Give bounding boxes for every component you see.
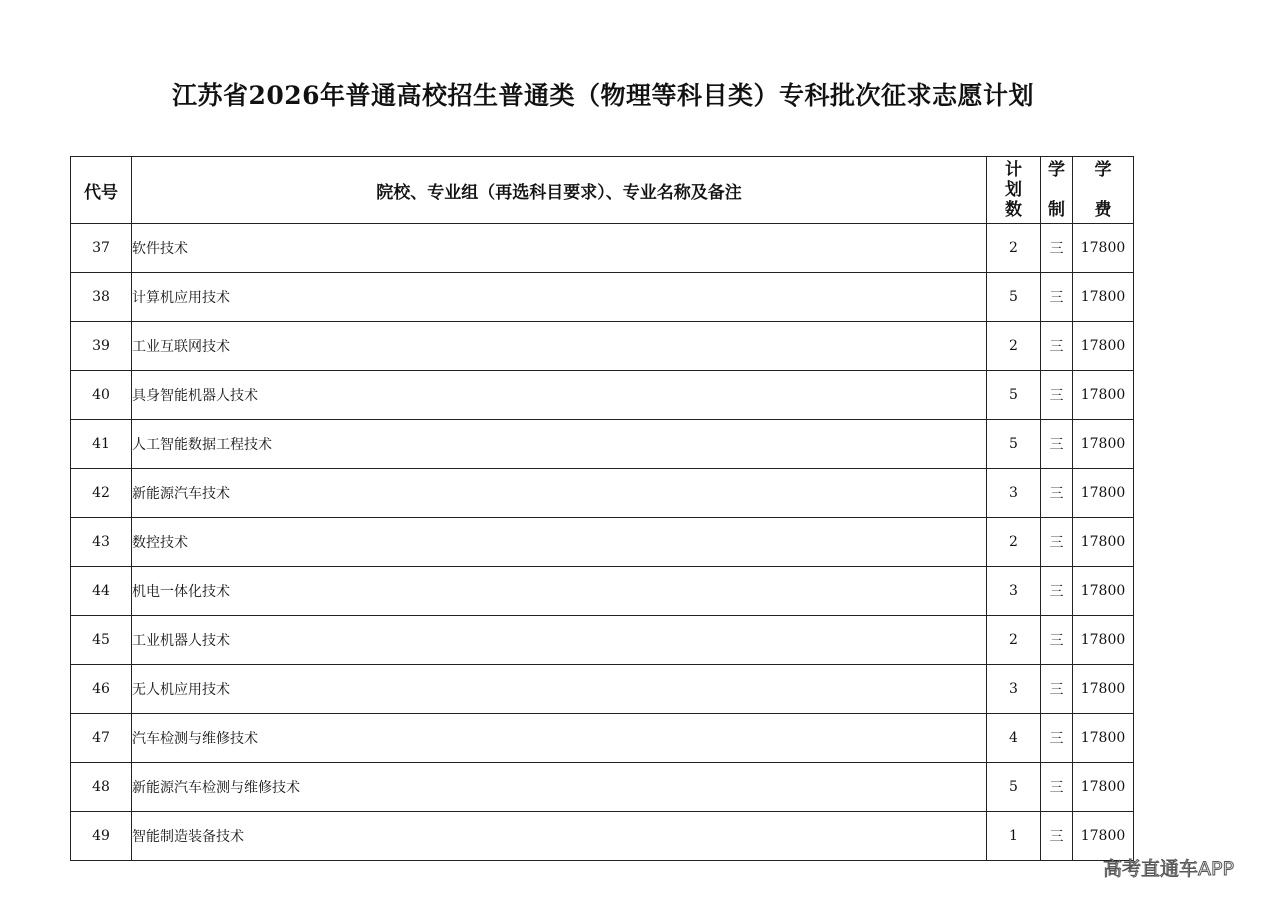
cell-tuition-fee: 17800 xyxy=(1073,714,1134,763)
cell-tuition-fee: 17800 xyxy=(1073,763,1134,812)
cell-code: 37 xyxy=(71,224,132,273)
cell-tuition-fee: 17800 xyxy=(1073,371,1134,420)
cell-code: 48 xyxy=(71,763,132,812)
cell-program-length: 三 xyxy=(1041,567,1073,616)
cell-code: 42 xyxy=(71,469,132,518)
cell-tuition-fee: 17800 xyxy=(1073,224,1134,273)
table-row xyxy=(71,714,1134,763)
cell-plan-count: 4 xyxy=(987,714,1041,763)
table-row xyxy=(71,616,1134,665)
cell-major-name: 新能源汽车技术 xyxy=(132,469,987,518)
cell-plan-count: 5 xyxy=(987,763,1041,812)
cell-tuition-fee: 17800 xyxy=(1073,665,1134,714)
header-fee-char-1: 学 xyxy=(1094,160,1112,180)
header-length-char-1: 学 xyxy=(1048,160,1065,180)
cell-program-length: 三 xyxy=(1041,665,1073,714)
header-plan xyxy=(987,157,1041,224)
cell-plan-count: 3 xyxy=(987,469,1041,518)
cell-major-name: 人工智能数据工程技术 xyxy=(132,420,987,469)
cell-program-length: 三 xyxy=(1041,518,1073,567)
cell-plan-count: 2 xyxy=(987,322,1041,371)
header-plan-char-3: 数 xyxy=(1005,200,1022,220)
cell-code: 47 xyxy=(71,714,132,763)
cell-program-length: 三 xyxy=(1041,616,1073,665)
enrollment-plan-table xyxy=(70,156,1134,861)
cell-code: 41 xyxy=(71,420,132,469)
cell-code: 46 xyxy=(71,665,132,714)
cell-code: 45 xyxy=(71,616,132,665)
cell-major-name: 计算机应用技术 xyxy=(132,273,987,322)
table-row xyxy=(71,567,1134,616)
cell-major-name: 智能制造装备技术 xyxy=(132,812,987,861)
cell-plan-count: 5 xyxy=(987,273,1041,322)
header-code: 代号 xyxy=(71,157,132,224)
cell-major-name: 工业机器人技术 xyxy=(132,616,987,665)
cell-major-name: 工业互联网技术 xyxy=(132,322,987,371)
cell-tuition-fee: 17800 xyxy=(1073,273,1134,322)
cell-plan-count: 1 xyxy=(987,812,1041,861)
cell-program-length: 三 xyxy=(1041,371,1073,420)
cell-tuition-fee: 17800 xyxy=(1073,518,1134,567)
cell-major-name: 数控技术 xyxy=(132,518,987,567)
cell-code: 40 xyxy=(71,371,132,420)
cell-code: 49 xyxy=(71,812,132,861)
cell-tuition-fee: 17800 xyxy=(1073,567,1134,616)
cell-tuition-fee: 17800 xyxy=(1073,420,1134,469)
table-row xyxy=(71,371,1134,420)
header-length-char-2: 制 xyxy=(1048,200,1065,220)
table-row xyxy=(71,518,1134,567)
table-row xyxy=(71,763,1134,812)
watermark-text: 高考直通车APP xyxy=(1103,858,1234,880)
cell-program-length: 三 xyxy=(1041,420,1073,469)
cell-tuition-fee: 17800 xyxy=(1073,322,1134,371)
cell-code: 39 xyxy=(71,322,132,371)
header-plan-char-1: 计 xyxy=(1005,160,1022,180)
header-plan-char-2: 划 xyxy=(1005,180,1022,200)
page-title: 江苏省2026年普通高校招生普通类（物理等科目类）专科批次征求志愿计划 xyxy=(171,81,1035,110)
cell-major-name: 无人机应用技术 xyxy=(132,665,987,714)
table-row xyxy=(71,812,1134,861)
table-row xyxy=(71,224,1134,273)
cell-code: 44 xyxy=(71,567,132,616)
header-name: 院校、专业组（再选科目要求）、专业名称及备注 xyxy=(132,157,987,224)
cell-tuition-fee: 17800 xyxy=(1073,469,1134,518)
cell-major-name: 软件技术 xyxy=(132,224,987,273)
cell-program-length: 三 xyxy=(1041,812,1073,861)
table-header-row xyxy=(71,157,1134,224)
cell-program-length: 三 xyxy=(1041,469,1073,518)
cell-plan-count: 3 xyxy=(987,665,1041,714)
cell-plan-count: 3 xyxy=(987,567,1041,616)
cell-program-length: 三 xyxy=(1041,763,1073,812)
cell-code: 43 xyxy=(71,518,132,567)
header-fee-char-2: 费 xyxy=(1094,200,1112,220)
table-row xyxy=(71,273,1134,322)
header-fee xyxy=(1073,157,1134,224)
table-row xyxy=(71,665,1134,714)
cell-plan-count: 2 xyxy=(987,616,1041,665)
cell-plan-count: 5 xyxy=(987,371,1041,420)
cell-major-name: 新能源汽车检测与维修技术 xyxy=(132,763,987,812)
cell-major-name: 机电一体化技术 xyxy=(132,567,987,616)
cell-major-name: 具身智能机器人技术 xyxy=(132,371,987,420)
cell-tuition-fee: 17800 xyxy=(1073,616,1134,665)
cell-code: 38 xyxy=(71,273,132,322)
table-row xyxy=(71,469,1134,518)
table-row xyxy=(71,322,1134,371)
cell-plan-count: 2 xyxy=(987,518,1041,567)
cell-program-length: 三 xyxy=(1041,224,1073,273)
cell-program-length: 三 xyxy=(1041,714,1073,763)
cell-plan-count: 2 xyxy=(987,224,1041,273)
table-row xyxy=(71,420,1134,469)
cell-program-length: 三 xyxy=(1041,273,1073,322)
cell-tuition-fee: 17800 xyxy=(1073,812,1134,861)
header-length xyxy=(1041,157,1073,224)
cell-program-length: 三 xyxy=(1041,322,1073,371)
cell-major-name: 汽车检测与维修技术 xyxy=(132,714,987,763)
cell-plan-count: 5 xyxy=(987,420,1041,469)
